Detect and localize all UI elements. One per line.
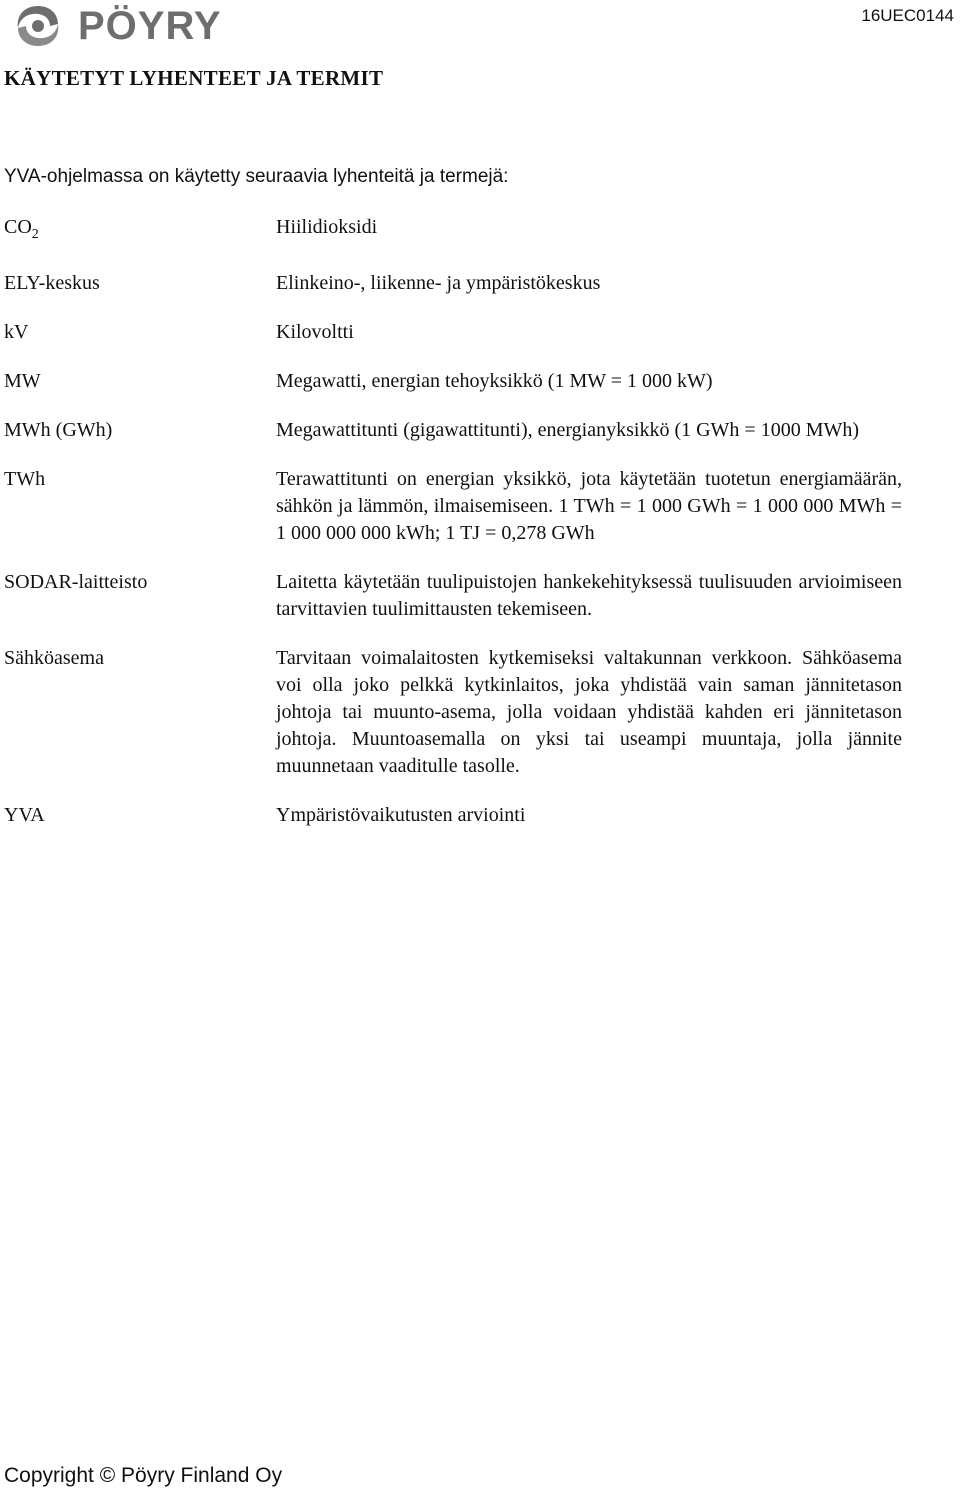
term-label: kV bbox=[4, 321, 29, 343]
term-definition: Kilovoltti bbox=[276, 321, 354, 343]
term-row bbox=[4, 319, 904, 346]
page-title: KÄYTETYT LYHENTEET JA TERMIT bbox=[4, 66, 384, 90]
poyry-logo bbox=[12, 2, 272, 50]
term-row bbox=[4, 645, 904, 780]
term-row bbox=[4, 368, 904, 395]
term-row bbox=[4, 802, 904, 829]
term-label: ELY-keskus bbox=[4, 272, 100, 294]
intro-text: YVA-ohjelmassa on käytetty seuraavia lyhenteitä ja termejä: bbox=[4, 166, 509, 187]
term-definition: Ympäristövaikutusten arviointi bbox=[276, 804, 526, 826]
term-label: MWh (GWh) bbox=[4, 419, 113, 441]
terms-list bbox=[4, 214, 904, 851]
term-row bbox=[4, 569, 904, 623]
term-definition: Tarvitaan voimalaitosten kytkemiseksi valtakunnan verkkoon. Sähköasema voi olla joko pelkkä kytkinlaitos, joka yhdistää vain saman jännitetason johtoja tai muunto-asema, jolla voidaan yhdistää kahden eri jännitetason johtoja. Muuntoasemalla on yksi tai useampi muuntaja, jolla jännite muunnetaan vaaditulle tasolle. bbox=[276, 647, 902, 777]
term-label: TWh bbox=[4, 468, 46, 490]
term-definition: Megawattitunti (gigawattitunti), energianyksikkö (1 GWh = 1000 MWh) bbox=[276, 419, 860, 441]
term-label: Sähköasema bbox=[4, 647, 104, 669]
term-label: $CO_2$ bbox=[4, 216, 39, 242]
term-row bbox=[4, 270, 904, 297]
term-row bbox=[4, 466, 904, 547]
term-definition: Elinkeino-, liikenne- ja ympäristökeskus bbox=[276, 272, 601, 294]
logo-wordmark: PÖYRY bbox=[78, 4, 222, 48]
term-row bbox=[4, 417, 904, 444]
term-label: SODAR-laitteisto bbox=[4, 571, 148, 593]
term-label: MW bbox=[4, 370, 41, 392]
term-row bbox=[4, 214, 904, 248]
copyright-footer: Copyright © Pöyry Finland Oy bbox=[4, 1464, 283, 1487]
poyry-swirl-icon bbox=[12, 2, 64, 50]
term-definition: Megawatti, energian tehoyksikkö (1 MW = 1 000 kW) bbox=[276, 370, 713, 392]
term-definition: Terawattitunti on energian yksikkö, jota käytetään tuotetun energiamäärän, sähkön ja lämmön, ilmaisemiseen. 1 TWh = 1 000 GWh = 1 000 000 MWh = 1 000 000 000 kWh; 1 TJ = 0,278 GWh bbox=[276, 468, 902, 544]
term-label: YVA bbox=[4, 804, 45, 826]
term-definition: Laitetta käytetään tuulipuistojen hankekehityksessä tuulisuuden arvioimiseen tarvittavien tuulimittausten tekemiseen. bbox=[276, 571, 902, 620]
term-definition: Hiilidioksidi bbox=[276, 216, 378, 238]
document-code: 16UEC0144 bbox=[861, 6, 954, 25]
